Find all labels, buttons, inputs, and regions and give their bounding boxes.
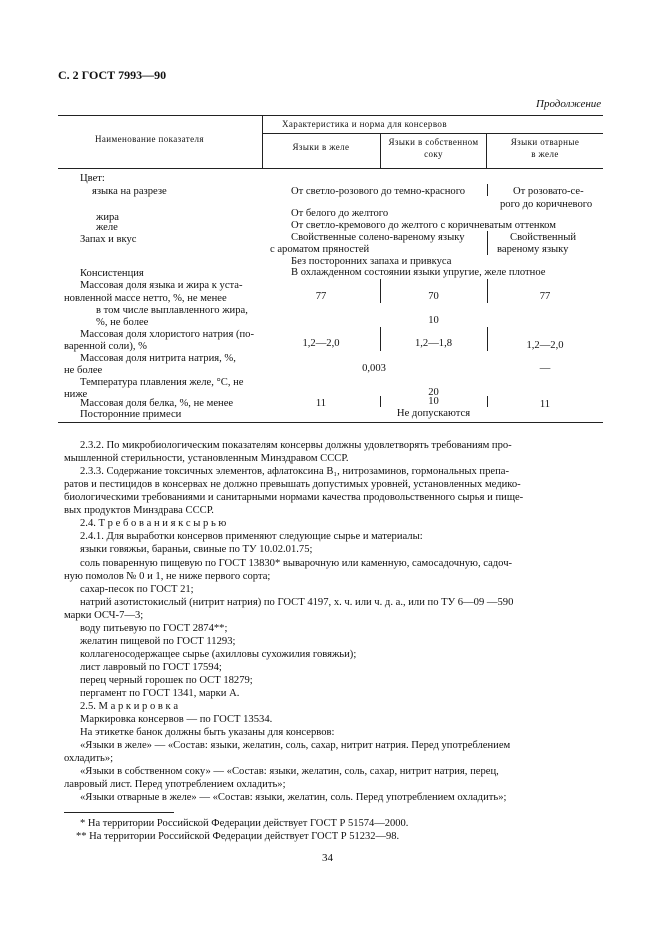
paragraph-2-3-2-line2: мышленной стерильности, установленным Минздравом СССР.: [64, 453, 349, 464]
document-header: С. 2 ГОСТ 7993—90: [58, 68, 167, 82]
list-item: желатин пищевой по ГОСТ 11293;: [80, 636, 236, 647]
value-protein-2: 10: [428, 396, 439, 407]
row-melted-a: в том числе выплавленного жира,: [96, 305, 248, 316]
value-color-cut-3a: От розовато-се-: [513, 186, 584, 197]
row-melt-b: ниже: [64, 389, 88, 400]
row-nacl-a: Массовая доля хлористого натрия (по-: [80, 329, 254, 340]
value-smell-1a: Свойственные солено-вареному языку: [291, 232, 465, 243]
value-mass-3: 77: [539, 291, 551, 302]
row-nacl-b: варенной соли), %: [64, 341, 147, 352]
list-item: воду питьевую по ГОСТ 2874**;: [80, 623, 228, 634]
row-jelly: желе: [96, 222, 118, 233]
value-mass-2: 70: [428, 291, 439, 302]
row-melted-b: %, не более: [96, 317, 149, 328]
cell-divider: [487, 231, 488, 255]
marking-boiled-jelly: «Языки отварные в желе» — «Состав: языки, желатин, соль. Перед употреблением охладить»;: [80, 792, 507, 803]
subcolumn-header-jelly: Языки в желе: [292, 142, 350, 152]
row-protein: Массовая доля белка, %, не менее: [80, 398, 234, 409]
list-item: натрий азотистокислый (нитрит натрия) по ГОСТ 4197, х. ч. или ч. д. а., или по ТУ 6—09 —590: [80, 597, 514, 608]
row-nitrite-a: Массовая доля нитрита натрия, %,: [80, 353, 236, 364]
paragraph-2-3-2-line1: 2.3.2. По микробиологическим показателям консервы должны удовлетворять требованиям про-: [80, 440, 512, 451]
value-nacl-3: 1,2—2,0: [526, 340, 564, 351]
paragraph-2-3-3-line2: ратов и пестицидов в консервах не должно превышать допустимых уровней, установленных медико-: [64, 479, 521, 490]
subcolumn-header-boiled-jelly: [487, 136, 603, 160]
row-consistency: Консистенция: [80, 268, 144, 279]
table-header-divider-group: [262, 133, 603, 134]
paragraph-2-3-3-line3: биологическими требованиями и санитарными нормами качества продовольственного сырья и пище-: [64, 492, 524, 503]
section-2-4-heading: 2.4. Т р е б о в а н и я к с ы р ь ю: [80, 518, 227, 529]
value-nitrite-3: —: [539, 363, 551, 374]
footnote-2: ** На территории Российской Федерации действует ГОСТ Р 51232—98.: [76, 831, 400, 842]
column-header-indicator: Наименование показателя: [95, 134, 204, 144]
subcolumn-header-boiled-jelly-line2: в желе: [531, 149, 559, 159]
paragraph-2-3-3-line1: 2.3.3. Содержание токсичных элементов, афлатоксина B₁, нитрозаминов, гормональных препа-: [80, 466, 509, 477]
footnote-rule: [64, 812, 174, 813]
row-melt-a: Температура плавления желе, °С, не: [80, 377, 244, 388]
paragraph-2-4-1: 2.4.1. Для выработки консервов применяют следующие сырье и материалы:: [80, 531, 423, 542]
subcolumn-header-own-juice-line1: Языки в собственном: [388, 137, 479, 147]
marking-jelly-line2: охладить»;: [64, 753, 114, 764]
value-smell-2: Без посторонних запаха и привкуса: [291, 256, 452, 267]
value-mass-1: 77: [315, 291, 327, 302]
cell-divider: [487, 184, 488, 196]
row-color: Цвет:: [80, 173, 105, 184]
list-item-continuation: марки ОСЧ-7—3;: [64, 610, 144, 621]
list-item: соль поваренную пищевую по ГОСТ 13830* выварочную или каменную, самосадочную, садоч-: [80, 558, 513, 569]
list-item: языки говяжьи, бараньи, свиные по ТУ 10.02.01.75;: [80, 544, 313, 555]
page-number: 34: [322, 852, 333, 864]
section-2-5-heading: 2.5. М а р к и р о в к а: [80, 701, 179, 712]
value-foreign: Не допускаются: [396, 408, 471, 419]
list-item: перец черный горошек по ОСТ 18279;: [80, 675, 253, 686]
list-item-continuation: ную помолов № 0 и 1, не ниже первого сорта;: [64, 571, 271, 582]
value-nitrite-1: 0,003: [362, 363, 386, 374]
row-fat: жира: [96, 212, 119, 223]
marking-own-juice-line1: «Языки в собственном соку» — «Состав: языки, желатин, соль, сахар, нитрит натрия, перец,: [80, 766, 499, 777]
value-color-cut-1: От светло-розового до темно-красного: [291, 186, 466, 197]
value-fat: От белого до желтого: [291, 208, 389, 219]
marking-own-juice-line2: лавровый лист. Перед употреблением охладить»;: [64, 779, 286, 790]
table-top-rule: [58, 115, 603, 116]
list-item: лист лавровый по ГОСТ 17594;: [80, 662, 222, 673]
row-nitrite-b: не более: [64, 365, 103, 376]
value-melt: 20: [428, 387, 439, 398]
value-smell-3b: вареному языку: [497, 244, 569, 255]
column-header-group: Характеристика и норма для консервов: [282, 119, 447, 129]
marking-line-1: Маркировка консервов — по ГОСТ 13534.: [80, 714, 273, 725]
value-melted: 10: [428, 315, 439, 326]
table-bottom-rule: [58, 422, 603, 423]
table-header-bottom-rule: [58, 168, 603, 169]
subcolumn-header-own-juice-line2: соку: [424, 149, 443, 159]
continuation-label: Продолжение: [536, 98, 602, 110]
paragraph-2-3-3-line4: вых продуктов Минздрава СССР.: [64, 505, 214, 516]
value-nacl-1: 1,2—2,0: [302, 338, 340, 349]
row-foreign: Посторонние примеси: [80, 409, 182, 420]
marking-jelly-line1: «Языки в желе» — «Состав: языки, желатин, соль, сахар, нитрит натрия. Перед употреблением: [80, 740, 511, 751]
value-jelly: От светло-кремового до желтого с коричневатым оттенком: [291, 220, 556, 231]
row-smell: Запах и вкус: [80, 234, 137, 245]
value-protein-1: 11: [315, 398, 327, 409]
row-color-cut: языка на разрезе: [92, 186, 167, 197]
value-color-cut-3b: рого до коричневого: [500, 199, 593, 210]
value-smell-1b: с ароматом пряностей: [270, 244, 370, 255]
value-smell-3a: Свойственный: [510, 232, 577, 243]
row-mass-a: Массовая доля языка и жира к уста-: [80, 280, 243, 291]
value-protein-3: 11: [539, 399, 551, 410]
value-consistency: В охлажденном состоянии языки упругие, желе плотное: [291, 267, 546, 278]
value-nacl-2: 1,2—1,8: [414, 338, 453, 349]
list-item: сахар-песок по ГОСТ 21;: [80, 584, 194, 595]
footnote-1: * На территории Российской Федерации действует ГОСТ Р 51574—2000.: [80, 818, 409, 829]
marking-line-2: На этикетке банок должны быть указаны для консервов:: [80, 727, 335, 738]
row-mass-b: новленной массе нетто, %, не менее: [64, 293, 227, 304]
list-item: коллагеносодержащее сырье (ахилловы сухожилия говяжьи);: [80, 649, 357, 660]
subcolumn-header-boiled-jelly-line1: Языки отварные: [510, 137, 580, 147]
subcolumn-header-own-juice: [381, 136, 486, 160]
list-item: пергамент по ГОСТ 1341, марки А.: [80, 688, 240, 699]
